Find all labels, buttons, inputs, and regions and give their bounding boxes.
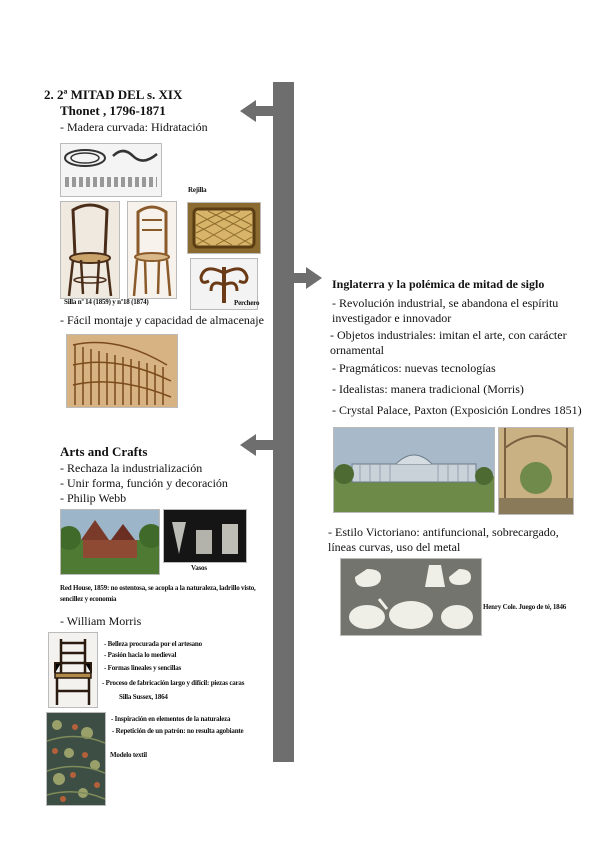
- arts-item-1: - Rechaza la industrialización: [60, 461, 203, 475]
- chair-point-2: - Pasión hacia lo medieval: [104, 651, 177, 659]
- sussex-chair-image: [48, 632, 98, 708]
- victorian-style-text: - Estilo Victoriano: antifuncional, sobrecargado, líneas curvas, uso del metal: [328, 525, 559, 554]
- textile-point-1: - Inspiración en elementos de la naturaleza: [111, 715, 231, 723]
- cole-tea-set-caption: Henry Cole. Juego de té, 1846: [483, 603, 567, 611]
- arts-crafts-title: Arts and Crafts: [60, 444, 148, 459]
- textile-point-2: - Repetición de un patrón: no resulta agobiante: [112, 727, 244, 735]
- arts-item-3: - Philip Webb: [60, 491, 127, 505]
- william-morris-title: - William Morris: [60, 614, 142, 628]
- red-house-caption: Red House, 1859: no ostentosa, se acopla a la naturaleza, ladrillo visto, sencillez y economía: [60, 584, 256, 603]
- arrow-head-left-icon: [240, 100, 256, 122]
- timeline-arrow-england: [294, 273, 306, 283]
- sussex-chair-caption: Silla Sussex, 1864: [119, 693, 168, 701]
- england-item-4: - Idealistas: manera tradicional (Morris): [332, 382, 524, 396]
- crystal-palace-exterior-image: [333, 427, 495, 513]
- timeline-arrow-arts: [256, 440, 274, 450]
- arrow-head-right-icon: [306, 267, 322, 289]
- bentwood-sketch-image: [60, 143, 162, 197]
- rejilla-cane-seat-image: [187, 202, 261, 254]
- chair-point-4: - Proceso de fabricación largo y difícil: piezas caras: [102, 679, 245, 687]
- thonet-line-2: - Fácil montaje y capacidad de almacenaje: [60, 313, 264, 327]
- vases-label: Vasos: [191, 564, 207, 572]
- rejilla-label: Rejilla: [188, 186, 207, 194]
- cole-tea-set-image: [340, 558, 482, 636]
- thonet-chair-caption: Silla nº 14 (1859) y nº18 (1874): [64, 298, 149, 306]
- england-title: Inglaterra y la polémica de mitad de siglo: [332, 277, 545, 291]
- morris-textile-image: [46, 712, 106, 806]
- red-house-image: [60, 509, 160, 575]
- arts-item-2: - Unir forma, función y decoración: [60, 476, 228, 490]
- stacked-chairs-image: [66, 334, 178, 408]
- arrow-head-left-icon: [240, 434, 256, 456]
- thonet-chair-14-image: [60, 201, 120, 299]
- thonet-title: Thonet , 1796-1871: [60, 103, 166, 118]
- timeline-arrow-thonet: [256, 106, 274, 116]
- thonet-chair-18-image: [127, 201, 177, 299]
- england-item-3: - Pragmáticos: nuevas tecnologías: [332, 361, 496, 375]
- england-item-1: - Revolución industrial, se abandona el espíritu investigador e innovador: [332, 296, 559, 325]
- hanger-caption: Perchero: [234, 299, 260, 307]
- england-item-2: - Objetos industriales: imitan el arte, con carácter ornamental: [330, 328, 567, 357]
- england-item-5: - Crystal Palace, Paxton (Exposición Londres 1851): [332, 403, 582, 417]
- thonet-line-1: - Madera curvada: Hidratación: [60, 120, 208, 134]
- textile-caption: Modelo textil: [110, 751, 147, 759]
- chair-point-3: - Formas lineales y sencillas: [104, 664, 182, 672]
- timeline-bar: [273, 82, 294, 762]
- vases-image: [163, 509, 247, 563]
- crystal-palace-interior-image: [498, 427, 574, 515]
- chair-point-1: - Belleza procurada por el artesano: [104, 640, 202, 648]
- section-title: 2. 2ª MITAD DEL s. XIX: [44, 87, 183, 102]
